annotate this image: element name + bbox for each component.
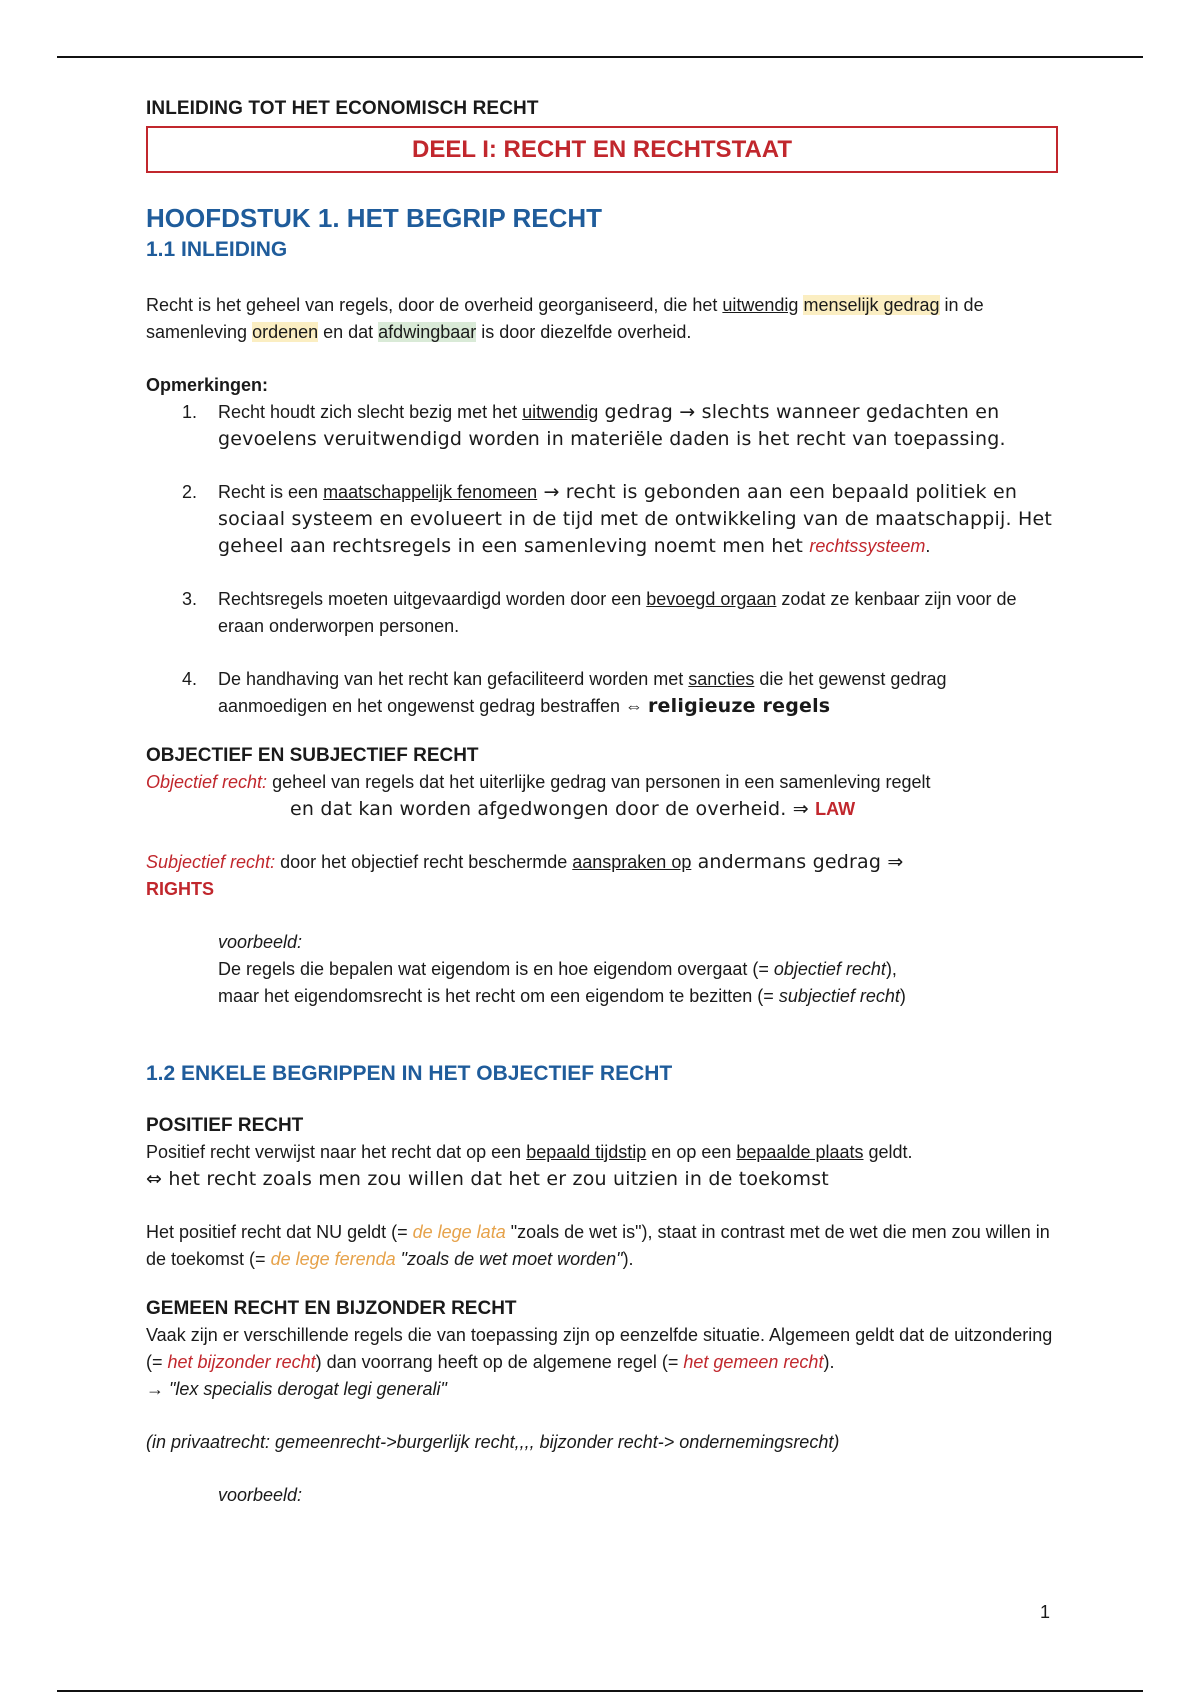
list-item: 2. Recht is een maatschappelijk fenomeen → recht is gebonden aan een bepaald politiek en sociaal systeem en evolueert in de tijd met de ontwikkeling van de maatschappij. Het geheel aan rechtsregels in een samenleving noemt men het rechtssysteem. bbox=[182, 481, 1053, 557]
chapter-title: HOOFDSTUK 1. HET BEGRIP RECHT bbox=[146, 203, 603, 233]
section-title-1-2: 1.2 ENKELE BEGRIPPEN IN HET OBJECTIEF RECHT bbox=[146, 1062, 673, 1085]
list-item: 1. Recht houdt zich slecht bezig met het uitwendig gedrag → slechts wanneer gedachten en gevoelens veruitwendigd worden in materiële daden is het recht van toepassing. bbox=[182, 401, 1006, 450]
gemeen-recht-heading: GEMEEN RECHT EN BIJZONDER RECHT bbox=[146, 1298, 517, 1319]
objectief-recht-continuation: en dat kan worden afgedwongen door de overheid. ⇒ LAW bbox=[290, 798, 856, 820]
example-block-2 bbox=[146, 1482, 1058, 1509]
gemeen-recht-paragraph: Vaak zijn er verschillende regels die van toepassing zijn op eenzelfde situatie. Algemeen geldt dat de uitzondering (= het bijzonder recht) dan voorrang heeft op de algemene regel (= het gemeen recht). → "lex specialis derogat legi generali" bbox=[146, 1325, 1053, 1399]
list-item: 4. De handhaving van het recht kan gefaciliteerd worden met sancties die het gewenst gedrag aanmoedigen en het ongewenst gedrag bestraffen ⇔ religieuze regels bbox=[182, 669, 947, 717]
obj-subj-heading: OBJECTIEF EN SUBJECTIEF RECHT bbox=[146, 745, 479, 766]
positief-recht-paragraph: Positief recht verwijst naar het recht dat op een bepaald tijdstip en op een bepaalde plaats geldt. ⇔ het recht zoals men zou willen dat het er zou uitzien in de toekomst bbox=[146, 1142, 913, 1190]
page-number: 1 bbox=[1040, 1602, 1051, 1622]
part-title: DEEL I: RECHT EN RECHTSTAAT bbox=[411, 135, 792, 163]
objectief-recht-paragraph: Objectief recht: geheel van regels dat het uiterlijke gedrag van personen in een samenleving regelt bbox=[146, 772, 931, 792]
lege-lata-paragraph: Het positief recht dat NU geldt (= de lege lata "zoals de wet is"), staat in contrast met de wet die men zou willen in de toekomst (= de lege ferenda "zoals de wet moet worden"). bbox=[146, 1222, 1050, 1269]
privaatrecht-note: (in privaatrecht: gemeenrecht->burgerlijk recht,,,, bijzonder recht-> ondernemingsrecht) bbox=[146, 1432, 840, 1452]
document-title: INLEIDING TOT HET ECONOMISCH RECHT bbox=[146, 98, 539, 119]
remarks-list bbox=[146, 399, 1058, 720]
example-line: De regels die bepalen wat eigendom is en hoe eigendom overgaat (= objectief recht), maar het eigendomsrecht is het recht om een eigendom te bezitten (= subjectief recht) bbox=[218, 959, 906, 1006]
positief-recht-heading: POSITIEF RECHT bbox=[146, 1115, 304, 1136]
part-title-box bbox=[146, 126, 1058, 173]
subjectief-recht-paragraph: Subjectief recht: door het objectief recht beschermde aanspraken op andermans gedrag ⇒ RIGHTS bbox=[146, 851, 904, 899]
example-label: voorbeeld: bbox=[218, 932, 303, 952]
document-page bbox=[146, 98, 1058, 1509]
bottom-rule bbox=[57, 1690, 1143, 1692]
list-item: 3. Rechtsregels moeten uitgevaardigd worden door een bevoegd orgaan zodat ze kenbaar zijn voor de eraan onderworpen personen. bbox=[182, 589, 1017, 636]
top-rule bbox=[57, 56, 1143, 58]
example-block bbox=[146, 929, 1058, 1010]
remarks-label: Opmerkingen: bbox=[146, 375, 269, 395]
highlight-afdwingbaar: afdwingbaar bbox=[378, 322, 477, 342]
highlight-menselijk-gedrag: menselijk gedrag bbox=[803, 295, 940, 315]
section-title-1-1: 1.1 INLEIDING bbox=[146, 238, 288, 261]
example-label-2: voorbeeld: bbox=[218, 1485, 303, 1505]
highlight-ordenen: ordenen bbox=[252, 322, 319, 342]
definition-paragraph: Recht is het geheel van regels, door de overheid georganiseerd, die het uitwendig menselijk gedrag in de samenleving ordenen en dat afdwingbaar is door diezelfde overheid. bbox=[146, 295, 984, 342]
